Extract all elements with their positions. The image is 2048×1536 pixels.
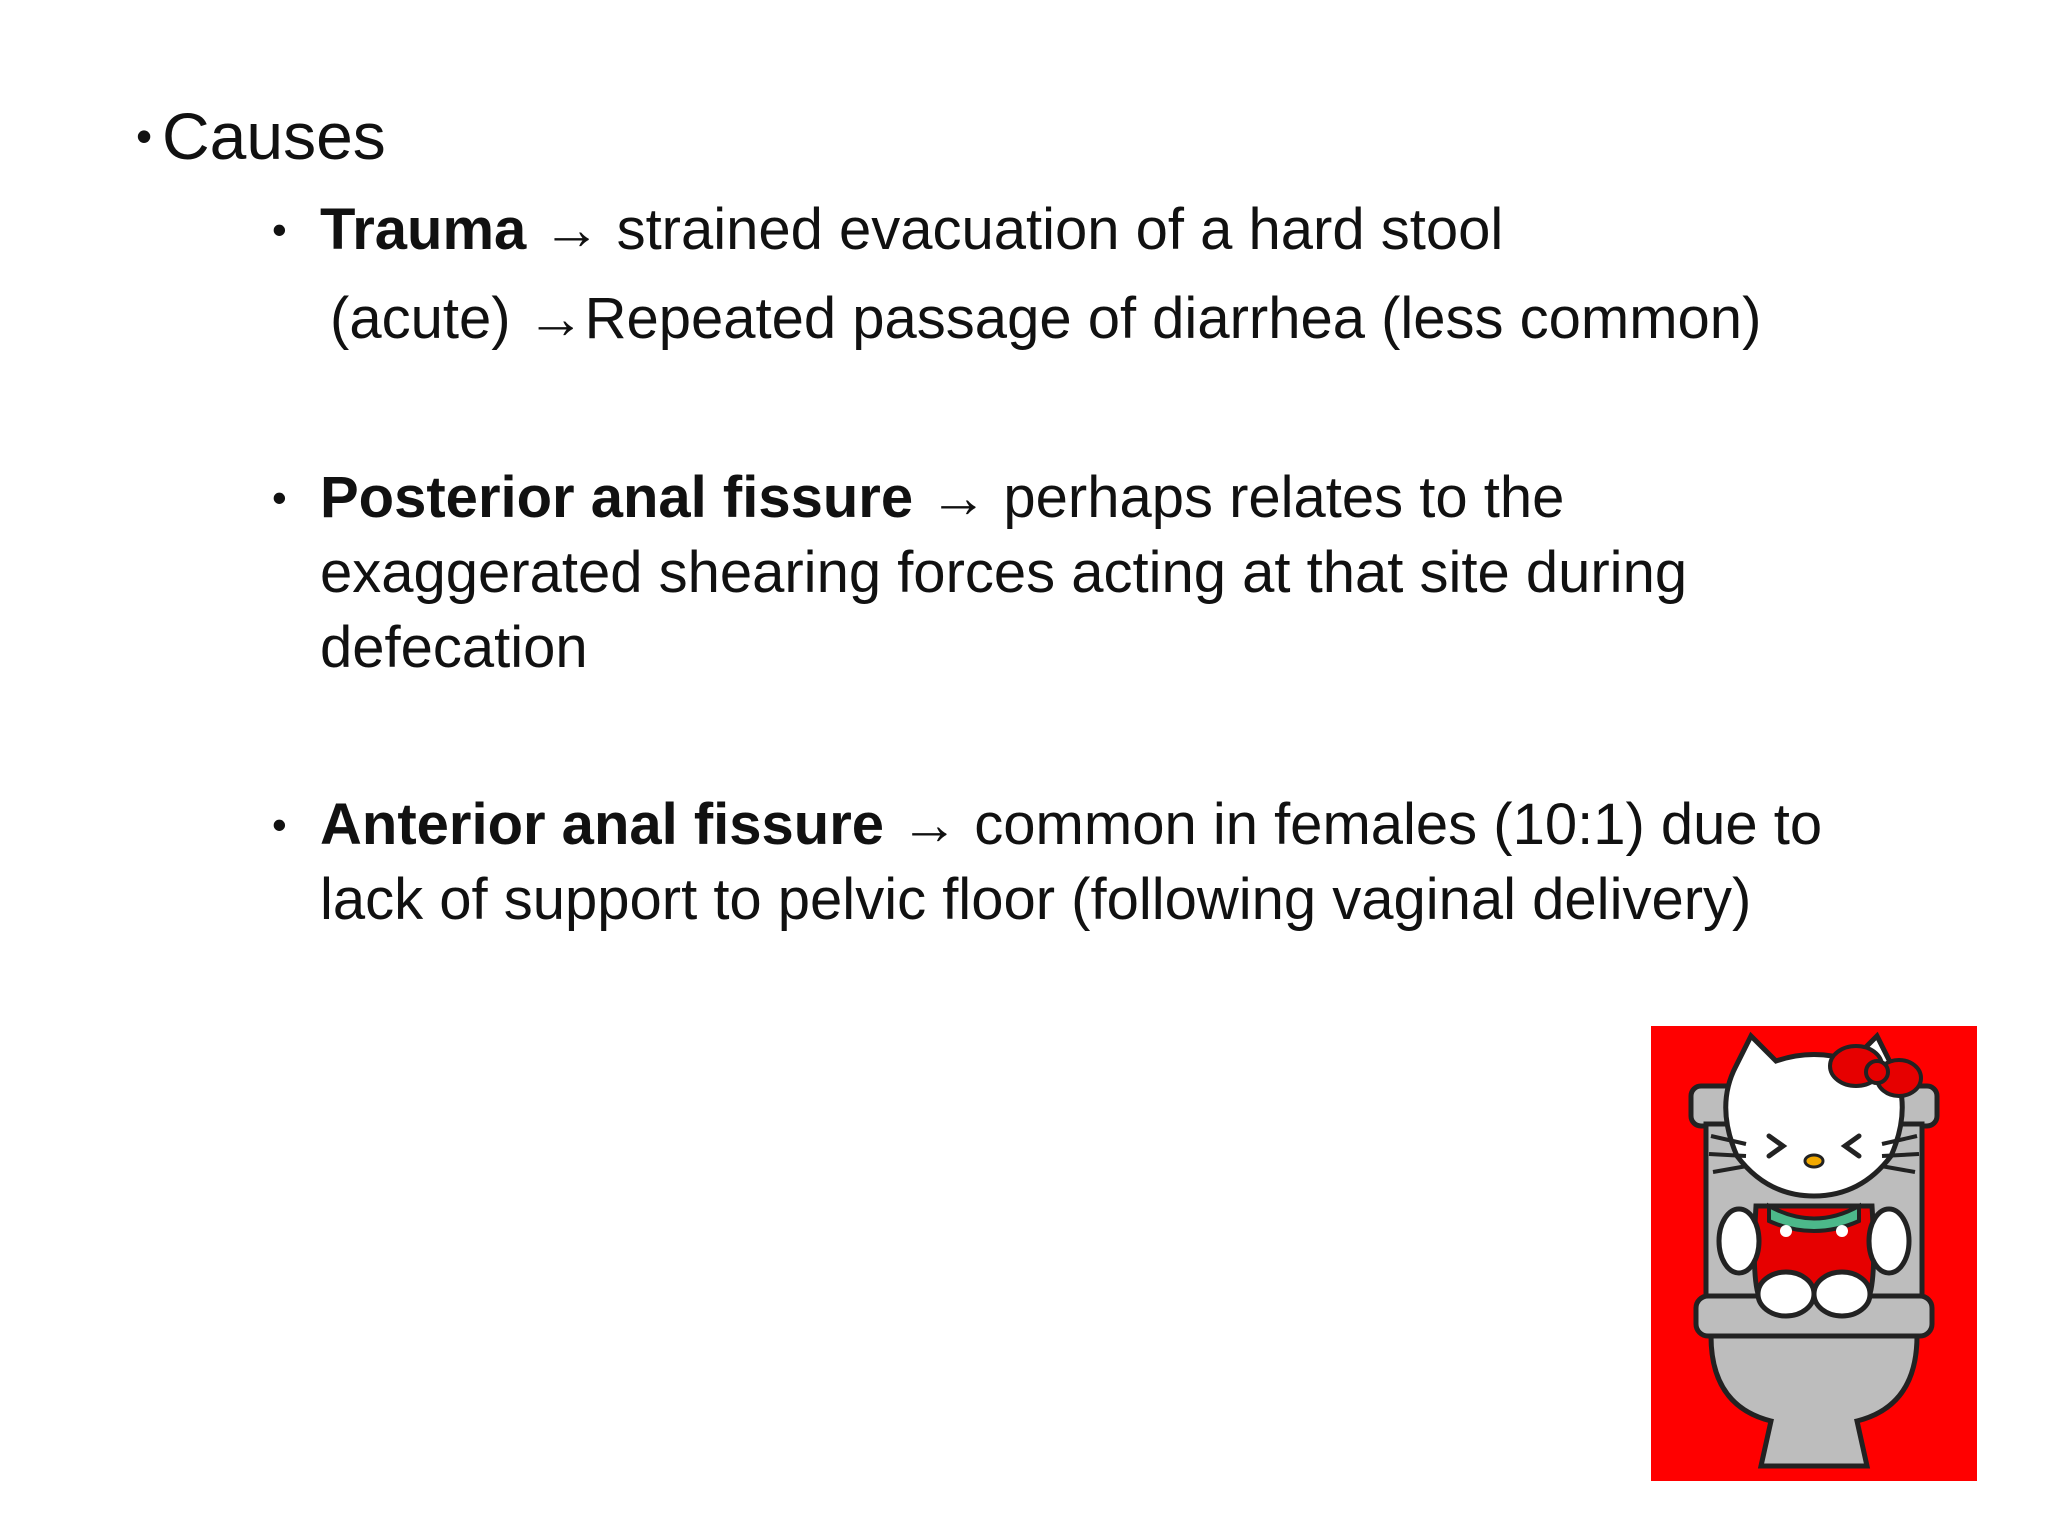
cause-description: perhaps relates to the	[987, 465, 1565, 530]
heading-text: Causes	[162, 99, 386, 173]
cause-item-posterior	[272, 460, 1970, 685]
arrow-icon: →	[526, 286, 585, 351]
cause-item-anterior	[272, 787, 1970, 937]
cause-continuation-text: Repeated passage of diarrhea (less common)	[584, 286, 1762, 351]
cartoon-cat-on-toilet-icon	[1651, 1026, 1977, 1481]
cause-term: Posterior anal fissure	[320, 465, 914, 530]
arrow-icon: →	[900, 792, 959, 857]
heading	[136, 96, 386, 176]
cause-continuation-prefix: (acute)	[330, 286, 527, 351]
cause-item-trauma	[272, 192, 1970, 356]
arrow-icon: →	[542, 197, 601, 262]
cause-description-line: exaggerated shearing forces acting at that site during	[320, 540, 1688, 605]
bullet-icon: •	[272, 474, 287, 521]
arrow-icon: →	[929, 465, 988, 530]
cause-term: Trauma	[320, 197, 527, 262]
bullet-icon: •	[272, 206, 287, 253]
cause-description-line: lack of support to pelvic floor (following vaginal delivery)	[320, 867, 1752, 932]
bullet-icon: •	[136, 110, 153, 162]
cause-description: common in females (10:1) due to	[958, 792, 1823, 857]
cause-description-line: defecation	[320, 615, 588, 680]
cause-description: strained evacuation of a hard stool	[600, 197, 1504, 262]
cause-term: Anterior anal fissure	[320, 792, 885, 857]
bullet-icon: •	[272, 801, 287, 848]
